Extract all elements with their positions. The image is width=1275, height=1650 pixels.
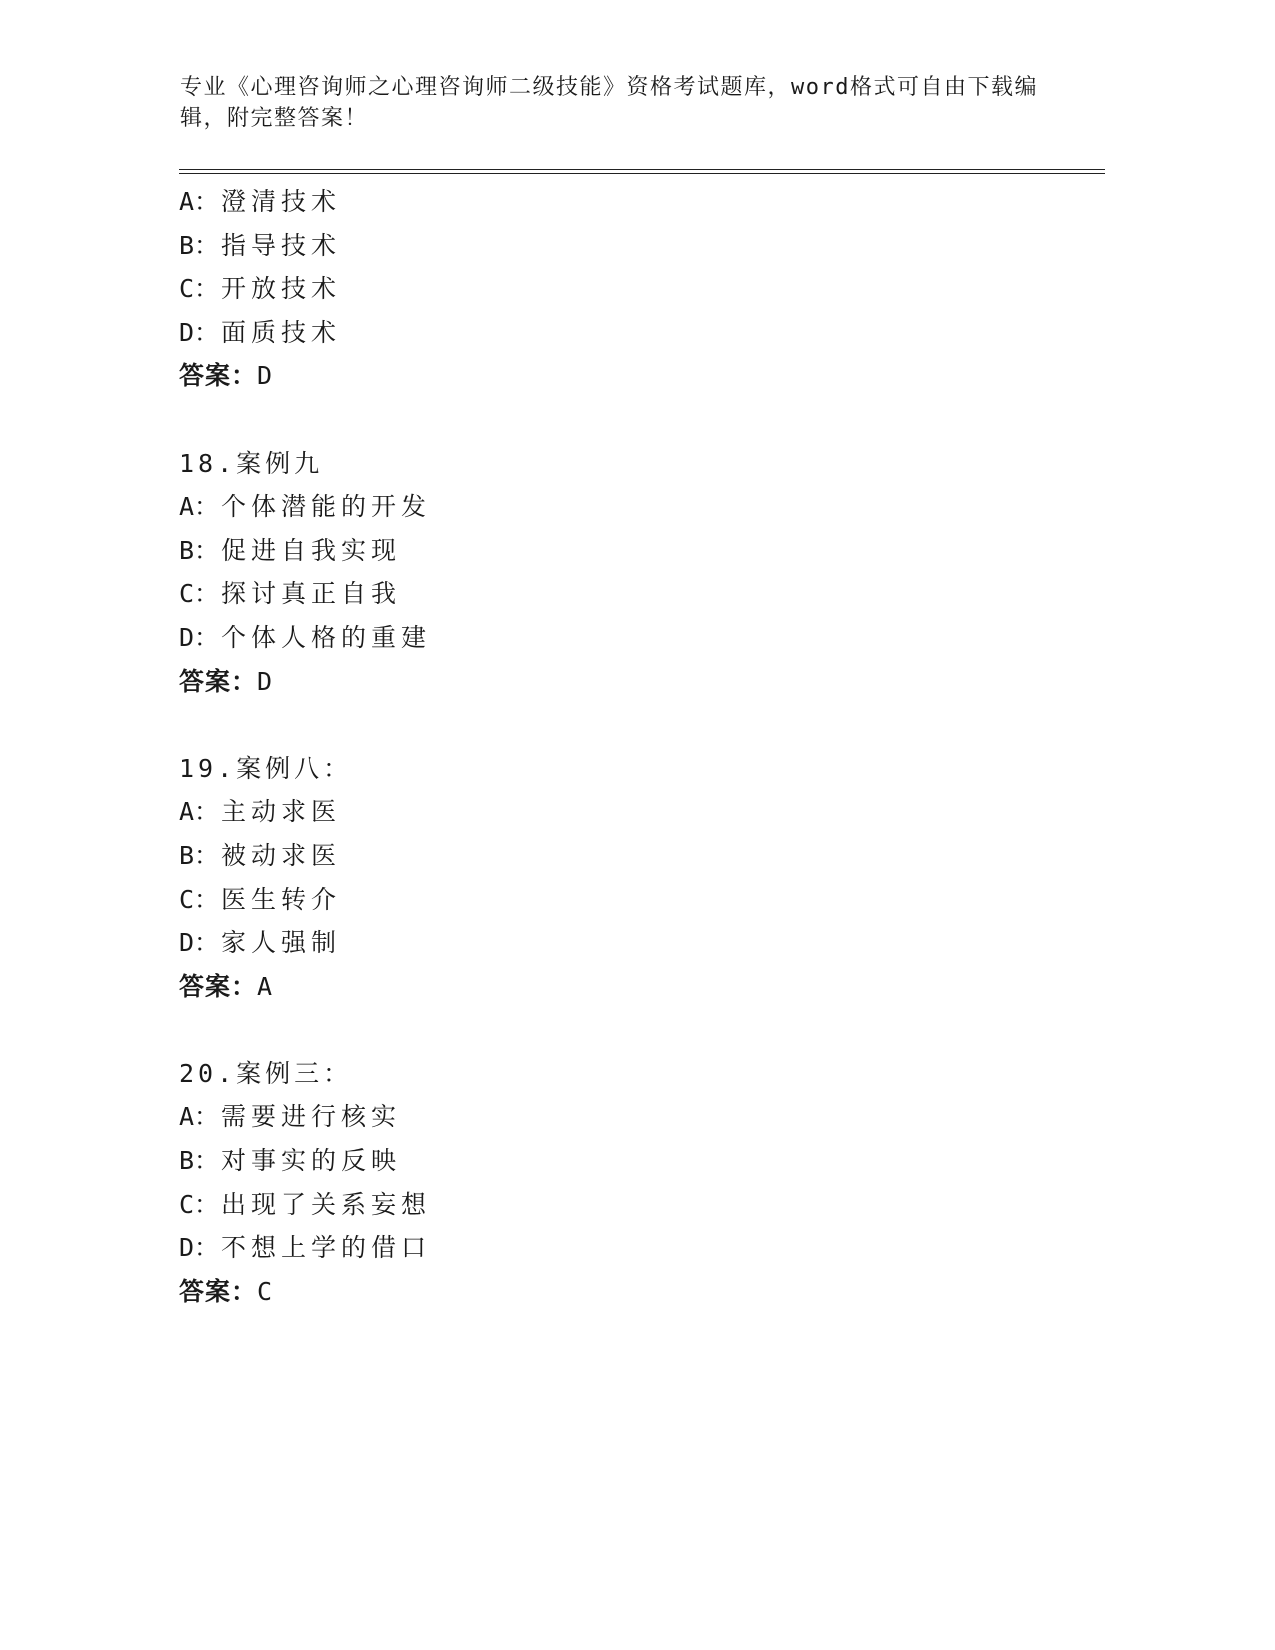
answer-label: 答案： (179, 666, 258, 696)
option-b (179, 224, 1079, 268)
option-key: B： (179, 1146, 220, 1176)
answer-value: C (257, 1276, 274, 1306)
answer-label: 答案： (179, 971, 258, 1001)
spacer (179, 398, 1079, 442)
answer-line (179, 965, 1079, 1009)
question-title: 20.案例三： (179, 1058, 353, 1088)
option-text: 个体潜能的开发 (221, 492, 432, 522)
answer-line (179, 354, 1079, 398)
option-key: A： (179, 797, 220, 827)
question-title: 19.案例八： (179, 753, 353, 783)
spacer (179, 1008, 1079, 1052)
option-text: 开放技术 (221, 274, 342, 304)
option-key: C： (179, 1189, 220, 1219)
spacer (179, 703, 1079, 747)
option-a (179, 180, 1079, 224)
option-b (179, 529, 1079, 573)
option-c (179, 572, 1079, 616)
option-key: C： (179, 579, 220, 609)
question-19 (179, 747, 1079, 1009)
option-text: 家人强制 (221, 928, 342, 958)
option-key: D： (179, 622, 220, 652)
option-a (179, 485, 1079, 529)
question-20 (179, 1052, 1079, 1314)
option-text: 需要进行核实 (221, 1102, 402, 1132)
option-text: 出现了关系妄想 (221, 1189, 432, 1219)
option-text: 主动求医 (221, 797, 342, 827)
option-key: C： (179, 884, 220, 914)
header-divider (179, 169, 1105, 174)
option-key: B： (179, 535, 220, 565)
option-a (179, 790, 1079, 834)
answer-value: D (257, 361, 274, 391)
question-list (179, 180, 1079, 1313)
question-17 (179, 180, 1079, 398)
option-b (179, 834, 1079, 878)
answer-value: A (257, 971, 274, 1001)
option-key: B： (179, 230, 220, 260)
option-d (179, 921, 1079, 965)
option-d (179, 311, 1079, 355)
option-text: 被动求医 (221, 840, 342, 870)
answer-label: 答案： (179, 361, 258, 391)
option-c (179, 878, 1079, 922)
option-b (179, 1139, 1079, 1183)
option-key: D： (179, 1233, 220, 1263)
option-c (179, 267, 1079, 311)
option-c (179, 1183, 1079, 1227)
answer-line (179, 1270, 1079, 1314)
option-text: 不想上学的借口 (221, 1233, 432, 1263)
option-a (179, 1095, 1079, 1139)
option-d (179, 616, 1079, 660)
answer-line (179, 660, 1079, 704)
option-key: A： (179, 492, 220, 522)
option-key: A： (179, 1102, 220, 1132)
option-text: 促进自我实现 (221, 535, 402, 565)
question-18 (179, 442, 1079, 704)
document-header: 专业《心理咨询师之心理咨询师二级技能》资格考试题库，word格式可自由下载编辑，附完整答案！ (180, 75, 1038, 131)
option-text: 医生转介 (221, 884, 342, 914)
option-key: C： (179, 274, 220, 304)
question-title: 18.案例九 (179, 448, 324, 478)
option-d (179, 1226, 1079, 1270)
option-key: A： (179, 187, 220, 216)
option-text: 探讨真正自我 (221, 579, 402, 609)
option-key: D： (179, 317, 220, 347)
option-text: 面质技术 (221, 317, 342, 347)
option-text: 澄清技术 (221, 187, 342, 216)
answer-label: 答案： (179, 1276, 258, 1306)
option-key: B： (179, 840, 220, 870)
option-text: 个体人格的重建 (221, 622, 432, 652)
option-key: D： (179, 928, 220, 958)
option-text: 对事实的反映 (221, 1146, 402, 1176)
answer-value: D (257, 666, 274, 696)
option-text: 指导技术 (221, 230, 342, 260)
